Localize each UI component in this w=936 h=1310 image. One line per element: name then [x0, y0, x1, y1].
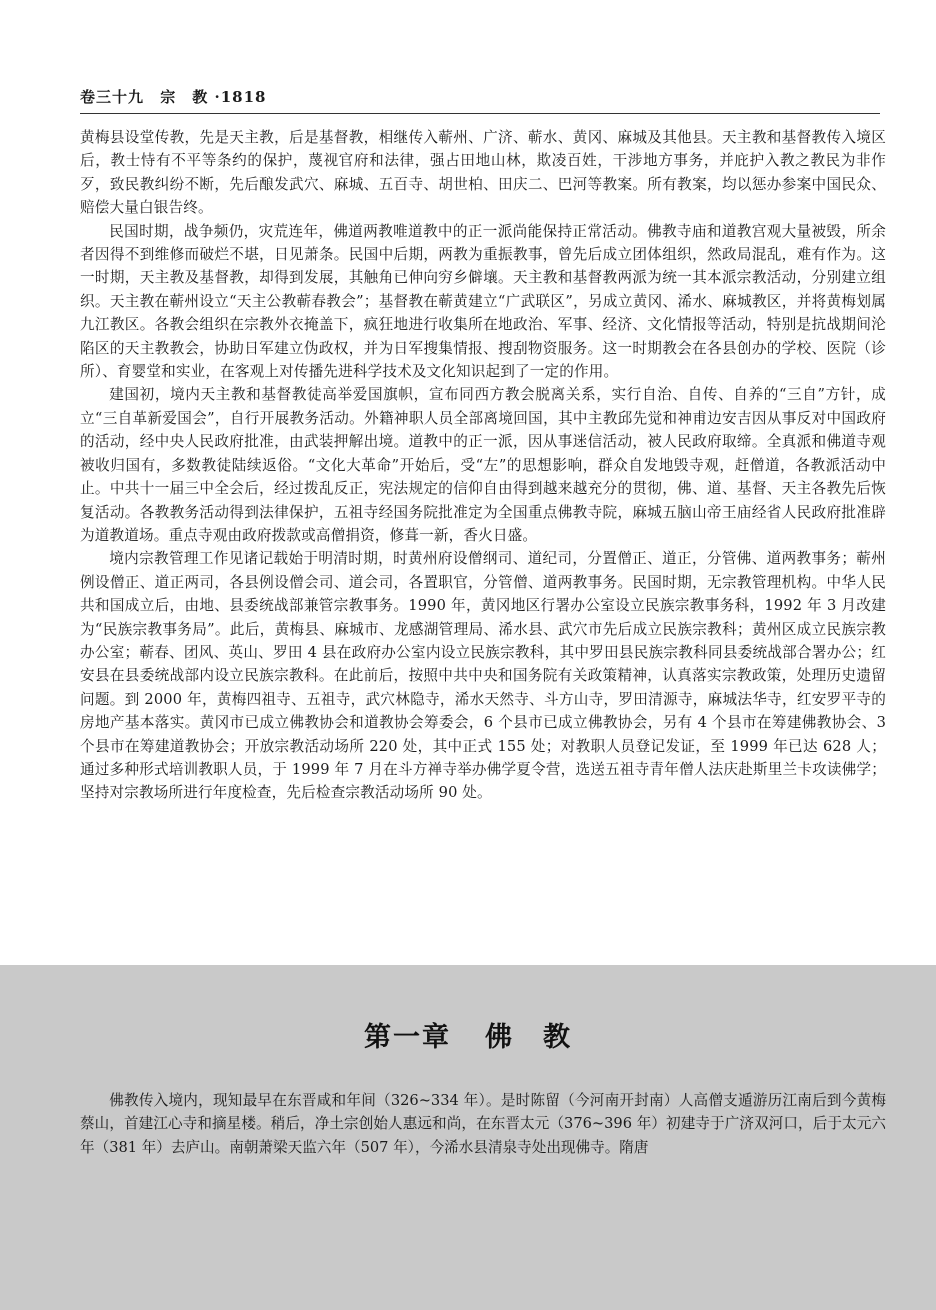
body-text — [80, 126, 886, 805]
chapter-name: 佛 教 — [485, 1022, 572, 1053]
header-rule — [80, 113, 880, 114]
chapter-body — [80, 1089, 886, 1159]
chapter-intro-paragraph: 佛教传入境内，现知最早在东晋咸和年间（326~334 年）。是时陈留（今河南开封南）人高僧支遁游历江南后到今黄梅蔡山，首建江心寺和摘星楼。稍后，净土宗创始人惠远和尚，在东晋太元（376~396 年）初建寺于广济双河口，后于太元六年（381 年）去庐山。南朝萧梁天监六年（507 年），今浠水县清泉寺处出现佛寺。隋唐 — [80, 1092, 886, 1156]
page-number: ·1818 — [214, 88, 267, 106]
paragraph-3: 建国初，境内天主教和基督教徒高举爱国旗帜，宣布同西方教会脱离关系，实行自治、自传、自养的“三自”方针，成立“三自革新爱国会”，自行开展教务活动。外籍神职人员全部离境回国，其中主教邱先觉和神甫边安吉因从事反对中国政府的活动，经中央人民政府批准，由武装押解出境。道教中的正一派，因从事迷信活动，被人民政府取缔。全真派和佛道寺观被收归国有，多数教徒陆续返俗。“文化大革命”开始后，受“左”的思想影响，群众自发地毁寺观，赶僧道，各教派活动中止。中共十一届三中全会后，经过拨乱反正，宪法规定的信仰自由得到越来越充分的贯彻，佛、道、基督、天主各教先后恢复活动。各教教务活动得到法律保护，五祖寺经国务院批准定为全国重点佛教寺院，麻城五脑山帝王庙经省人民政府批准辟为道教道场。重点寺观由政府拨款或高僧捐资，修葺一新，香火日盛。 — [80, 386, 886, 544]
volume-label: 卷三十九 — [80, 88, 145, 106]
running-header — [80, 86, 266, 107]
chapter-title — [0, 1015, 936, 1054]
chapter-number: 第一章 — [364, 1022, 451, 1053]
paragraph-1: 黄梅县设堂传教，先是天主教，后是基督教，相继传入蕲州、广济、蕲水、黄冈、麻城及其他县。天主教和基督教传入境区后，教士恃有不平等条约的保护，蔑视官府和法律，强占田地山林，欺凌百姓，干涉地方事务，并庇护入教之教民为非作歹，致民教纠纷不断，先后酿发武穴、麻城、五百寺、胡世柏、田庆二、巴河等教案。所有教案，均以惩办参案中国民众、赔偿大量白银告终。 — [80, 129, 886, 217]
section-label: 宗 教 — [160, 88, 209, 106]
paragraph-2: 民国时期，战争频仍，灾荒连年，佛道两教唯道教中的正一派尚能保持正常活动。佛教寺庙和道教宫观大量被毁，所余者因得不到维修而破烂不堪，日见萧条。民国中后期，两教为重振教事，曾先后成立团体组织，然政局混乱，难有作为。这一时期，天主教及基督教，却得到发展，其触角已伸向穷乡僻壤。天主教和基督教两派为统一其本派宗教活动，分别建立组织。天主教在蕲州设立“天主公教蕲春教会”；基督教在蕲黄建立“广武联区”，另成立黄冈、浠水、麻城教区，并将黄梅划属九江教区。各教会组织在宗教外衣掩盖下，疯狂地进行收集所在地政治、军事、经济、文化情报等活动，特别是抗战期间沦陷区的天主教教会，协助日军建立伪政权，并为日军搜集情报、搜刮物资服务。这一时期教会在各县创办的学校、医院（诊所）、育婴堂和实业，在客观上对传播先进科学技术及文化知识起到了一定的作用。 — [80, 222, 886, 381]
paragraph-4: 境内宗教管理工作见诸记载始于明清时期，时黄州府设僧纲司、道纪司，分置僧正、道正，分管佛、道两教事务；蕲州例设僧正、道正两司，各县例设僧会司、道会司，各置职官，分管僧、道两教事务。民国时期，无宗教管理机构。中华人民共和国成立后，由地、县委统战部兼管宗教事务。1990 年，黄冈地区行署办公室设立民族宗教事务科，1992 年 3 月改建为“民族宗教事务局”。此后，黄梅县、麻城市、龙感湖管理局、浠水县、武穴市先后成立民族宗教科；黄州区成立民族宗教办公室；蕲春、团风、英山、罗田 4 县在政府办公室内设立民族宗教科，其中罗田县民族宗教科同县委统战部合署办公；红安县在县委统战部内设立民族宗教科。在此前后，按照中共中央和国务院有关政策精神，认真落实宗教政策，处理历史遗留问题。到 2000 年，黄梅四祖寺、五祖寺，武穴林隐寺，浠水天然寺、斗方山寺，罗田清源寺，麻城法华寺，红安罗平寺的房地产基本落实。黄冈市已成立佛教协会和道教协会筹委会，6 个县市已成立佛教协会，另有 4 个县市在筹建佛教协会、3 个县市在筹建道教协会；开放宗教活动场所 220 处，其中正式 155 处；对教职人员登记发证，至 1999 年已达 628 人；通过多种形式培训教职人员，于 1999 年 7 月在斗方禅寺举办佛学夏令营，选送五祖寺青年僧人法庆赴斯里兰卡攻读佛学；坚持对宗教场所进行年度检查，先后检查宗教活动场所 90 处。 — [80, 550, 886, 802]
